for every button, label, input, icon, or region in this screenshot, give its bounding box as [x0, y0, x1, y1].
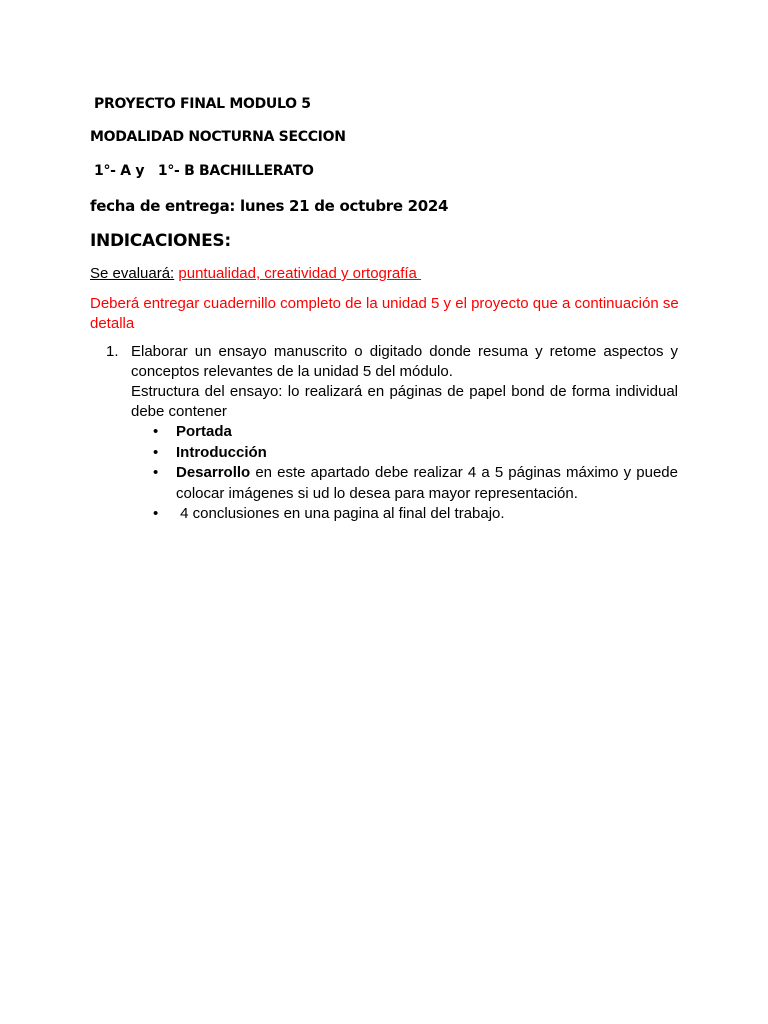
bullet-icon: • [153, 423, 159, 440]
bullet-item-introduccion [131, 443, 678, 464]
evaluation-criteria: puntualidad, creatividad y ortografía [178, 265, 422, 282]
modality-line: MODALIDAD NOCTURNA SECCION [90, 129, 346, 145]
indicaciones-heading: INDICACIONES: [90, 231, 231, 251]
delivery-instructions: Deberá entregar cuadernillo completo de la unidad 5 y el proyecto que a continuación se detalla [90, 295, 679, 332]
list-item [106, 342, 678, 525]
bullet-bold: Introducción [176, 443, 267, 461]
bullet-item-desarrollo [131, 463, 678, 504]
list-item-body [131, 342, 678, 525]
bullet-bold: Desarrollo [176, 464, 251, 481]
bullet-bold: Portada [176, 423, 232, 440]
bullet-icon: • [153, 443, 159, 461]
evaluation-label: Se evaluará: [90, 265, 175, 282]
list-item-number: 1. [106, 343, 119, 360]
bullet-text: 4 conclusiones en una pagina al final del trabajo. [176, 505, 505, 522]
essay-description: Elaborar un ensayo manuscrito o digitado donde resuma y retome aspectos y conceptos relevantes de la unidad 5 del módulo. [131, 343, 678, 380]
evaluation-line [90, 265, 421, 282]
project-title: PROYECTO FINAL MODULO 5 [94, 96, 311, 112]
bullet-item-conclusiones [131, 504, 678, 525]
section-line: 1°- A y 1°- B BACHILLERATO [94, 163, 314, 179]
bullet-list [131, 422, 678, 525]
bullet-icon: • [153, 464, 159, 481]
due-date-line: fecha de entrega: lunes 21 de octubre 2024 [90, 197, 449, 215]
essay-structure: Estructura del ensayo: lo realizará en páginas de papel bond de forma individual debe contener [131, 383, 678, 420]
bullet-icon: • [153, 505, 159, 522]
bullet-item-portada [131, 422, 678, 443]
bullet-text: en este apartado debe realizar 4 a 5 páginas máximo y puede colocar imágenes si ud lo desea para mayor representación. [176, 464, 678, 502]
